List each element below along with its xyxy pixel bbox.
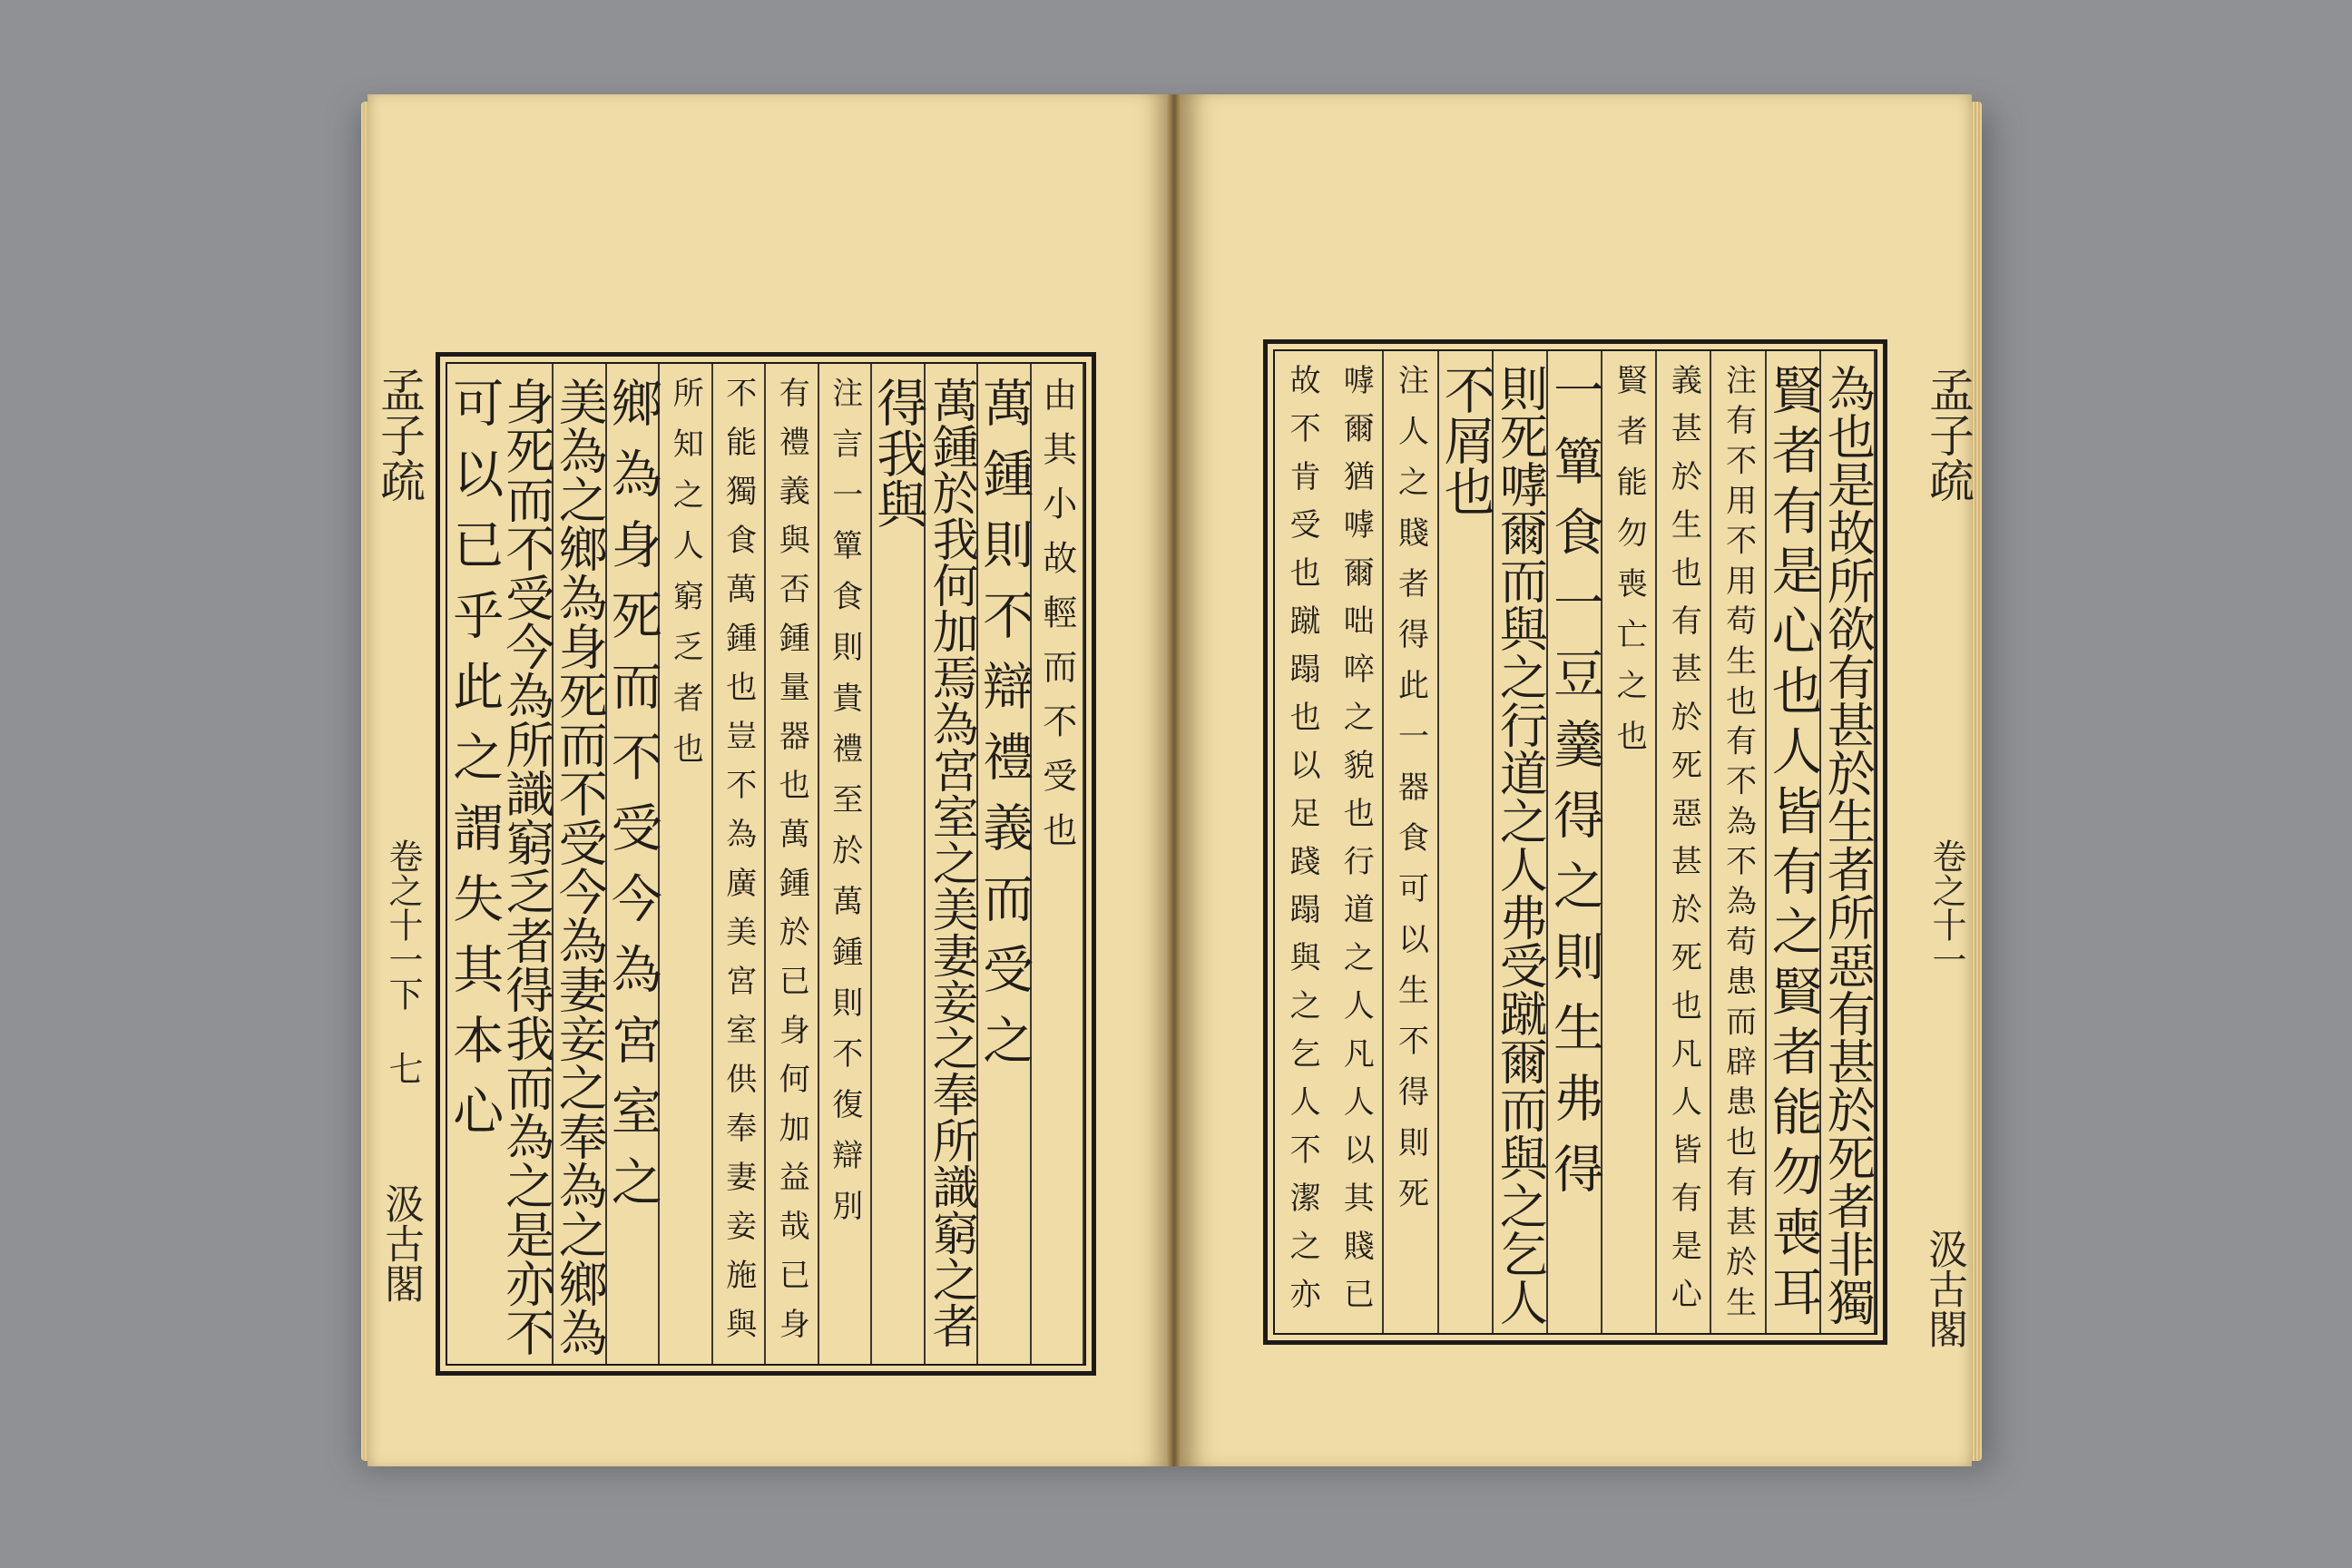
right_page-column-text: 義甚於生也有甚於死惡甚於死也凡人皆有是心 [1665, 364, 1702, 1326]
left_page-column-text: 不能獨食萬鍾也豈不為廣美宮室供奉妻妾施與 [720, 377, 757, 1357]
right-text-frame [1263, 339, 1887, 1345]
left_page-column-5 [819, 364, 873, 1364]
right_page-column-text: 嘑爾猶嘑爾咄啐之貌也行道之人凡人以其賤已 [1338, 364, 1375, 1326]
left_page-column-text: 得我與 [868, 377, 928, 529]
book-gutter [1167, 94, 1181, 1466]
left_page-column-3 [926, 364, 979, 1364]
right-fold-volume: 卷之十一 [1926, 838, 1966, 976]
right_page-column-text: 注人之賤者得此一器食可以生不得則死 [1392, 364, 1429, 1228]
left-fold-publisher: 汲古閣 [377, 1183, 424, 1303]
left_page-column-text: 美為之鄉為身死而不受今為妻妾之奉為之鄉為 [551, 377, 609, 1357]
left_page-column-4 [868, 364, 928, 1364]
right_page-column-text: 賢者有是心也人皆有之賢者能勿喪耳 [1763, 364, 1823, 1326]
left-fold-title: 孟子疏 [373, 367, 426, 503]
right_page-column-text: 故不肯受也蹴蹋也以足踐蹋與之乞人不潔之亦 [1284, 364, 1321, 1326]
left_page-column-8 [660, 364, 713, 1364]
left_page-column-2 [975, 364, 1034, 1364]
left-columns [446, 362, 1086, 1366]
left_page-column-text: 注言一簞食則貴禮至於萬鍾則不復辯別 [826, 377, 863, 1240]
left-text-frame [436, 352, 1096, 1376]
right_page-column-3 [1711, 351, 1766, 1333]
left_page-column-text: 所知之人窮乏者也 [667, 377, 704, 783]
right_page-column-8 [1436, 351, 1495, 1333]
left_page-column-11 [497, 364, 555, 1364]
right-fold-title: 孟子疏 [1922, 367, 1975, 503]
right_page-column-text: 為也是故所欲有甚於生者所惡有甚於死者非獨 [1819, 364, 1876, 1326]
left_page-column-text: 鄉為身死而不受今為宮室之 [603, 377, 662, 1226]
right_page-column-text: 一簞食一豆羹得之則生弗得 [1545, 364, 1605, 1213]
right_page-column-2 [1763, 351, 1823, 1333]
right_page-column-text: 注有不用不用苟生也有不為不為苟患而辟患也有甚於生 [1720, 364, 1757, 1326]
left_page-column-text: 可以已乎此之謂失其本心 [445, 377, 505, 1155]
right-fold-publisher: 汲古閣 [1921, 1229, 1967, 1348]
right_page-column-11 [1275, 351, 1329, 1333]
right_page-column-text: 則死嘑爾而與之行道之人弗受蹴爾而與之乞人 [1492, 364, 1548, 1326]
left_page-column-6 [766, 364, 819, 1364]
left_page-column-1 [1032, 364, 1085, 1364]
right_page-column-7 [1494, 351, 1548, 1333]
right_page-column-5 [1602, 351, 1657, 1333]
left_page-column-text: 身死而不受今為所識窮乏者得我而為之是亦不 [497, 377, 555, 1357]
left_page-column-9 [603, 364, 662, 1364]
left_page-column-text: 由其小故輕而不受也 [1036, 377, 1077, 867]
left_page-column-10 [551, 364, 609, 1364]
right_page-column-4 [1657, 351, 1711, 1333]
left_page-column-7 [713, 364, 767, 1364]
right_page-column-text: 不屑也 [1436, 364, 1495, 516]
right_page-column-1 [1821, 351, 1876, 1333]
right_page-column-6 [1545, 351, 1605, 1333]
right_page-column-10 [1329, 351, 1384, 1333]
right_page-column-9 [1384, 351, 1438, 1333]
left_page-column-text: 萬鍾於我何加焉為宮室之美妻妾之奉所識窮之者 [924, 377, 978, 1348]
right-columns [1273, 349, 1877, 1335]
left_page-column-12 [445, 364, 505, 1364]
left_page-column-text: 萬鍾則不辯禮義而受之 [975, 377, 1034, 1084]
left-fold-volume: 卷之十一下 七 [383, 838, 423, 1085]
left_page-column-text: 有禮義與否鍾量器也萬鍾於已身何加益哉已身 [773, 377, 810, 1357]
right_page-column-text: 賢者能勿喪亡之也 [1611, 364, 1648, 770]
